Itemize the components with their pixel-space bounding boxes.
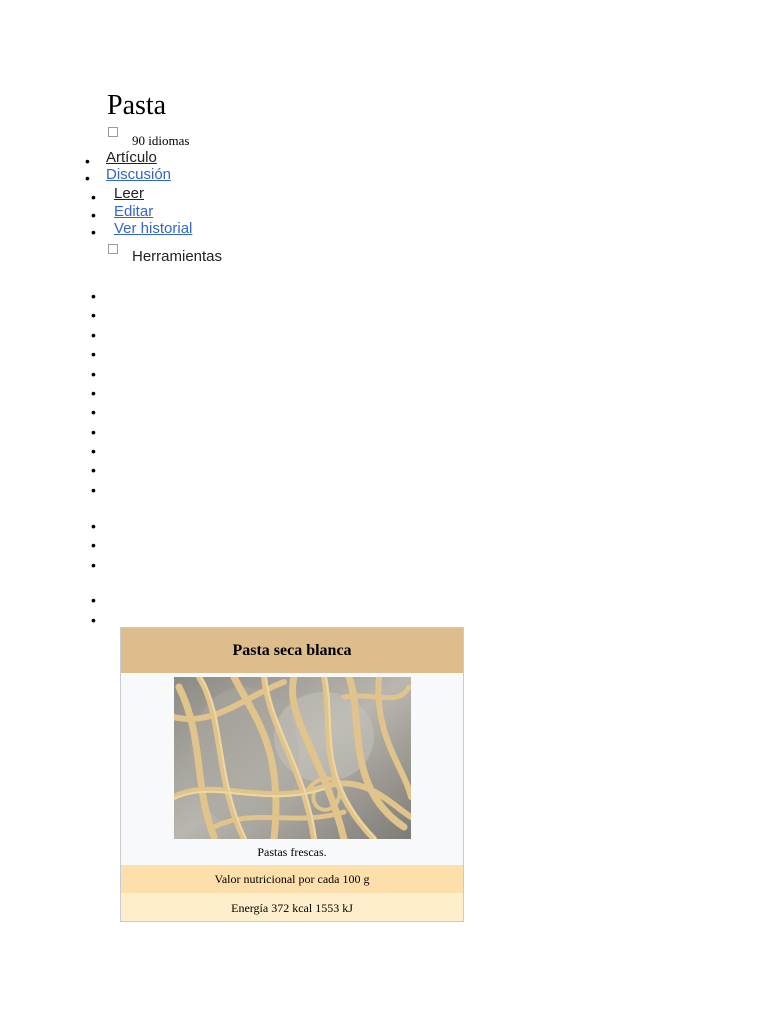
bullet: • <box>85 170 90 186</box>
empty-list-item: • <box>91 612 96 628</box>
empty-list-item: • <box>91 424 96 440</box>
infobox-title: Pasta seca blanca <box>121 628 463 673</box>
fresh-pasta-photo[interactable] <box>174 677 411 839</box>
infobox <box>120 627 464 922</box>
nutrition-header: Valor nutricional por cada 100 g <box>121 865 463 893</box>
tab-discussion[interactable]: Discusión <box>106 166 172 183</box>
empty-list-item: • <box>91 482 96 498</box>
languages-label[interactable]: 90 idiomas <box>132 133 190 148</box>
empty-list-item: • <box>91 557 96 573</box>
empty-list-item: • <box>91 462 96 478</box>
empty-list-item: • <box>91 346 96 362</box>
bullet: • <box>91 207 96 223</box>
empty-list-item: • <box>91 404 96 420</box>
empty-list-item: • <box>91 327 96 343</box>
empty-list-item: • <box>91 443 96 459</box>
empty-list-item: • <box>91 366 96 382</box>
empty-list-item: • <box>91 385 96 401</box>
empty-list-item: • <box>91 518 96 534</box>
bullet: • <box>91 189 96 205</box>
empty-list-item: • <box>91 307 96 323</box>
bullet: • <box>85 153 90 169</box>
energy-row: Energía 372 kcal 1553 kJ <box>121 893 463 922</box>
empty-list-item: • <box>91 288 96 304</box>
languages-checkbox[interactable] <box>108 127 118 137</box>
bullet: • <box>91 224 96 240</box>
tools-label[interactable]: Herramientas <box>132 248 223 265</box>
empty-list-item: • <box>91 537 96 553</box>
empty-list-item: • <box>91 592 96 608</box>
tab-article[interactable]: Artículo <box>106 149 157 166</box>
tab-read[interactable]: Leer <box>114 185 145 202</box>
infobox-caption: Pastas frescas. <box>257 845 327 859</box>
tab-edit[interactable]: Editar <box>114 203 154 220</box>
tools-checkbox[interactable] <box>108 244 118 254</box>
page-title: Pasta <box>107 90 167 121</box>
tab-view-history[interactable]: Ver historial <box>114 220 193 237</box>
